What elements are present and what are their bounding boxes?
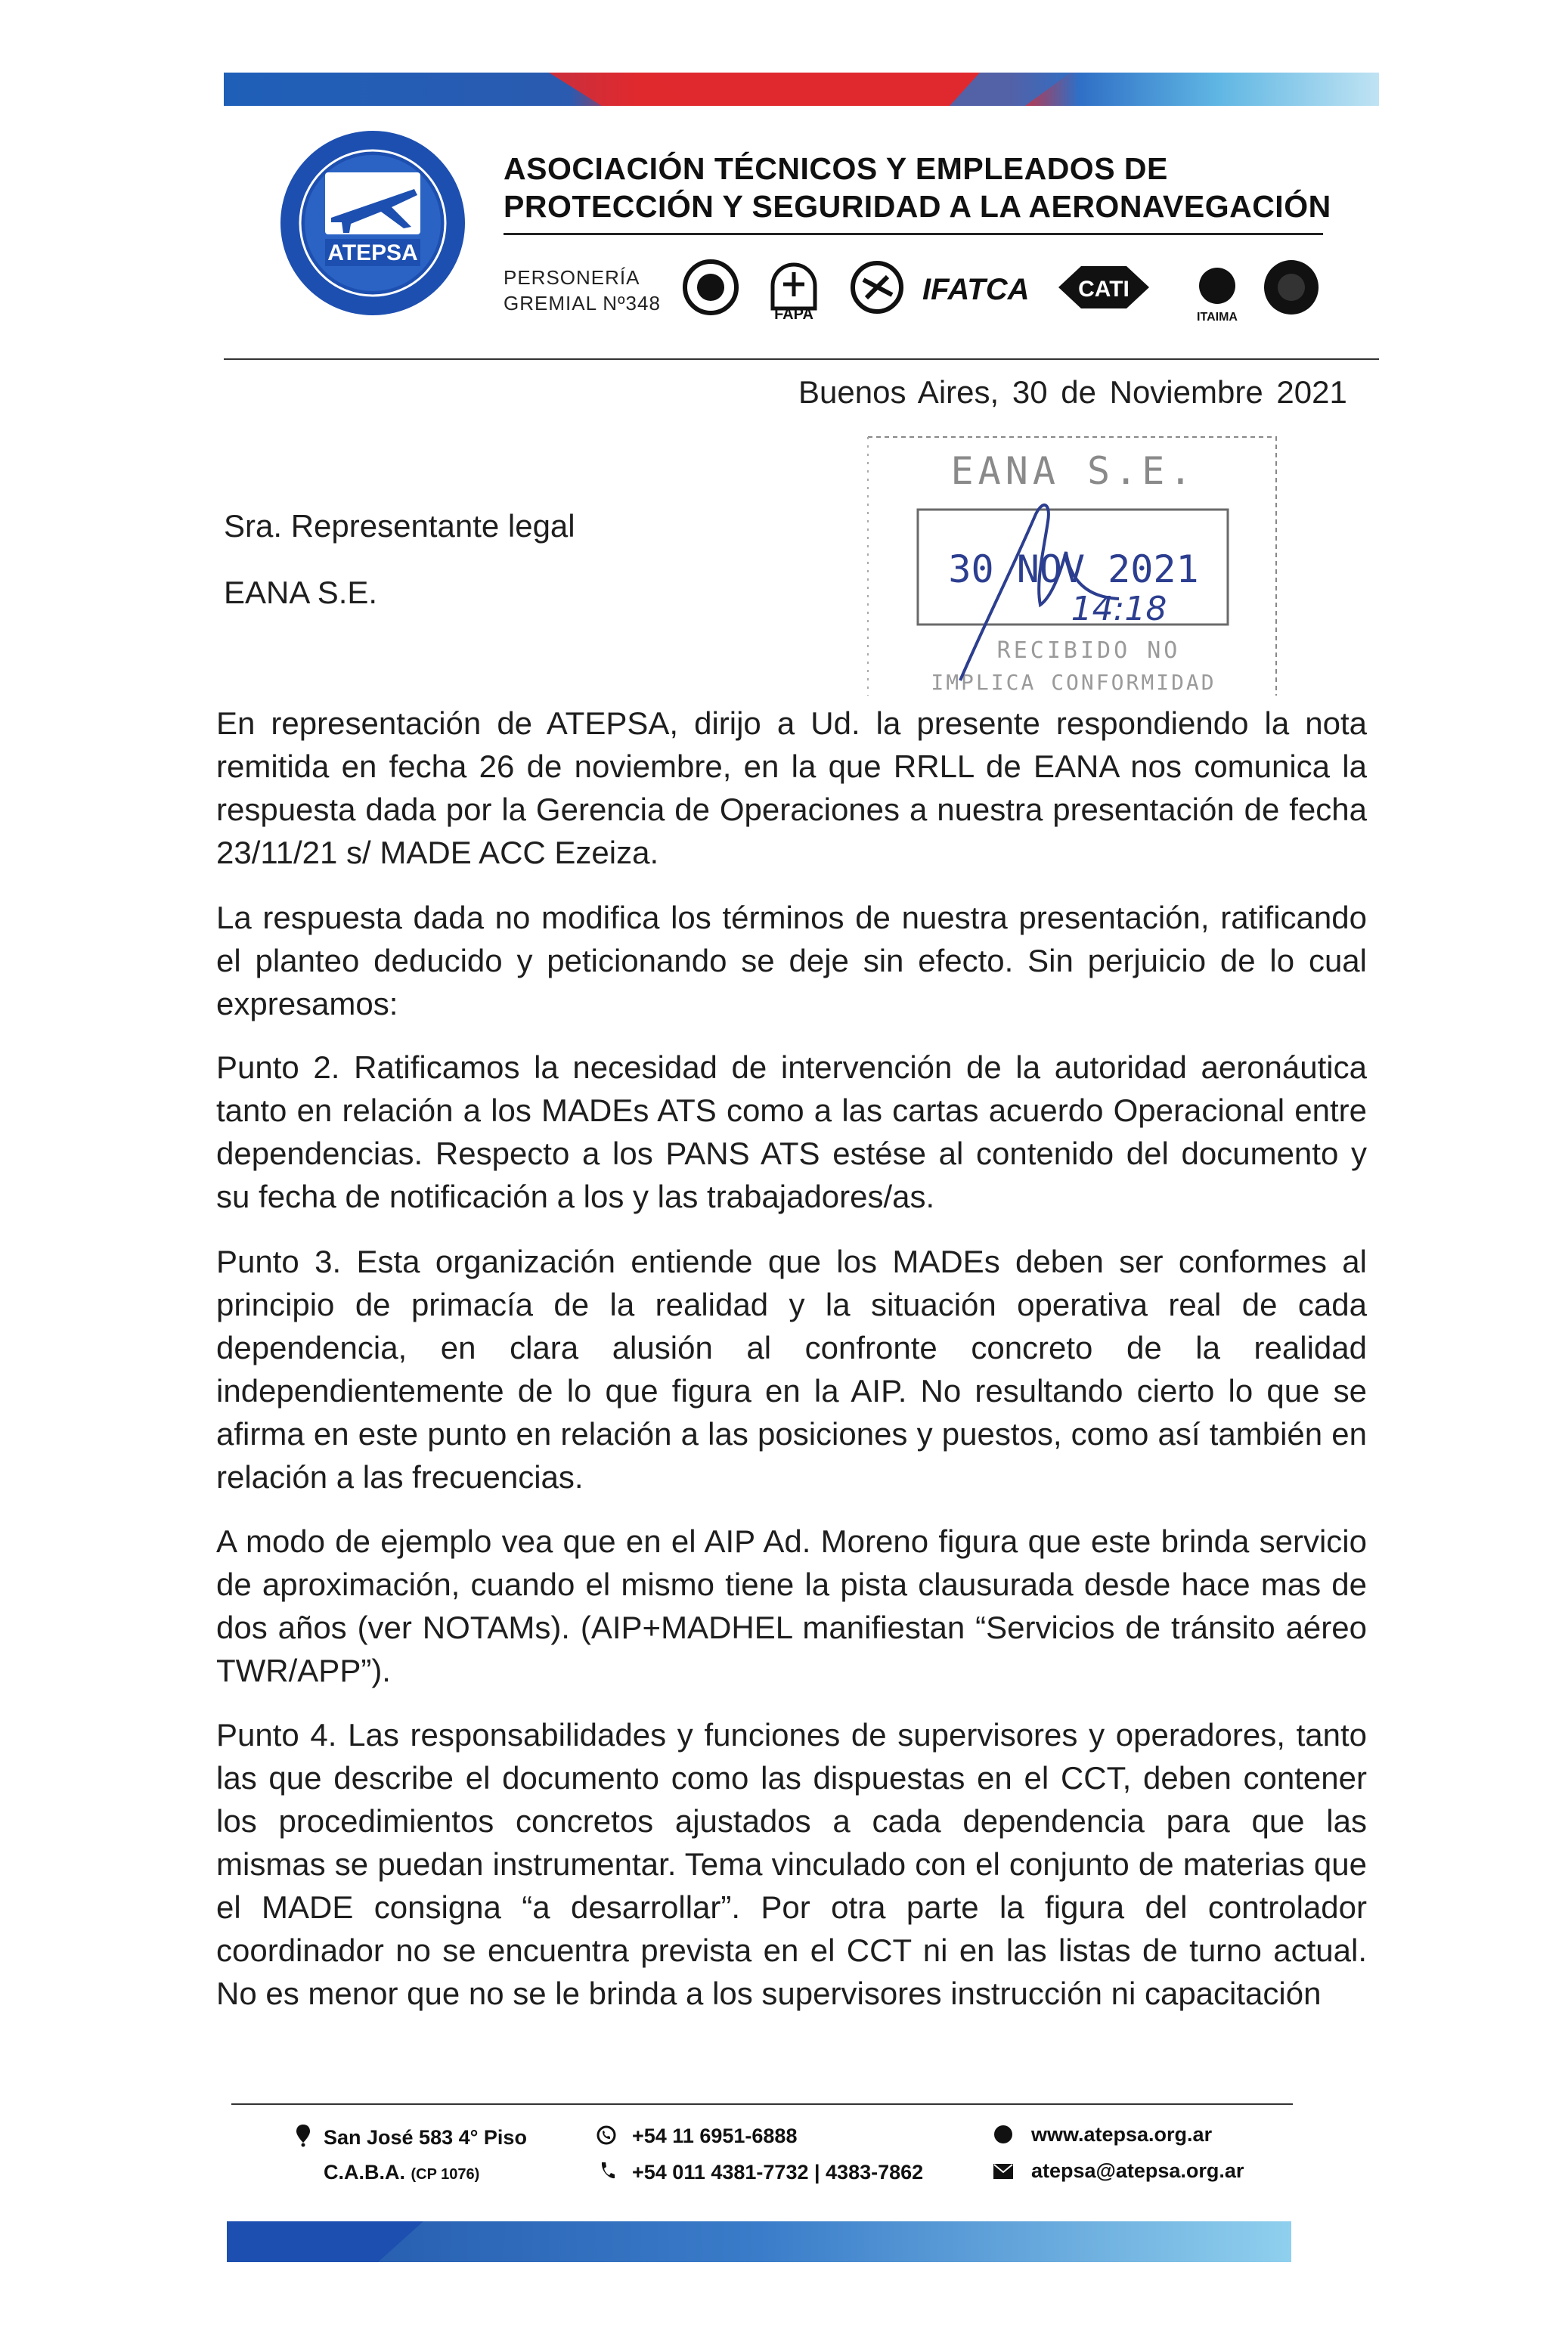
date-month: de Noviembre — [1061, 374, 1263, 410]
footer-website: www.atepsa.org.ar — [1031, 2123, 1213, 2146]
footer-whatsapp: +54 11 6951-6888 — [632, 2125, 798, 2147]
recipient-title: Sra. Representante legal — [224, 508, 575, 544]
itaima-logo-icon — [1197, 268, 1238, 324]
date-year: 2021 — [1276, 374, 1347, 410]
org-name-line2: PROTECCIÓN Y SEGURIDAD A LA AERONAVEGACIÓN — [504, 189, 1331, 224]
round-emblem-icon — [1264, 260, 1319, 315]
stamp-company: EANA S.E. — [950, 449, 1197, 493]
stamp-line1: RECIBIDO NO — [996, 637, 1181, 664]
body-paragraph-3: Punto 2. Ratificamos la necesidad de intervención de la autoridad aeronáutica tanto en relación a los MADEs ATS como a las cartas acuerdo Operacional entre dependencias. Respecto a los PANS ATS estése al contenido del documento y su fecha de notificación a los y las trabajadores/as. — [216, 1049, 1367, 1214]
footer-address-line2 — [324, 2161, 479, 2184]
header-bottom-divider — [224, 358, 1379, 360]
top-color-band — [224, 73, 1379, 106]
reception-stamp — [862, 431, 1285, 703]
body-paragraph-5: A modo de ejemplo vea que en el AIP Ad. Moreno figura que este brinda servicio de aproximación, cuando el mismo tiene la pista clausurada desde hace mas de dos años (ver NOTAMs). (AIP+MADHEL manifiestan “Servicios de tránsito aéreo TWR/APP”). — [216, 1523, 1367, 1688]
web-globe-icon — [993, 2125, 1013, 2144]
affiliation-logos — [673, 250, 1331, 325]
letter-date — [798, 374, 1347, 411]
whatsapp-icon — [596, 2125, 617, 2146]
org-name-line1: ASOCIACIÓN TÉCNICOS Y EMPLEADOS DE — [504, 151, 1168, 186]
footer-city: C.A.B.A. — [324, 2161, 405, 2184]
cati-logo-icon — [1058, 266, 1149, 308]
ifatca-label: IFATCA — [922, 273, 1030, 306]
email-envelope-icon — [993, 2164, 1013, 2179]
phone-icon — [599, 2161, 615, 2182]
logo-text: ATEPSA — [327, 240, 418, 265]
footer-divider — [231, 2103, 1293, 2105]
recipient-company: EANA S.E. — [224, 575, 378, 610]
fapa-logo-icon — [773, 265, 815, 323]
date-day: 30 — [1012, 374, 1048, 410]
date-city: Buenos Aires, — [798, 374, 999, 410]
body-paragraph-1: En representación de ATEPSA, dirijo a Ud. la presente respondiendo la nota remitida en fecha 26 de noviembre, en la que RRLL de EANA nos comunica la respuesta dada por la Gerencia de Operaciones a nuestra presentación de fecha 23/11/21 s/ MADE ACC Ezeiza. — [216, 705, 1367, 870]
body-paragraph-4: Punto 3. Esta organización entiende que los MADEs deben ser conformes al principio de primacía de la realidad y la situación operativa real de cada dependencia, en clara alusión al confronte concreto de la realidad independientemente de lo que figura en la AIP. No resultando cierto lo que se afirma en este punto en relación a las posiciones y puestos, como así también en relación a las frecuencias. — [216, 1244, 1367, 1495]
footer-email: atepsa@atepsa.org.ar — [1031, 2159, 1244, 2182]
globe-logo-icon — [853, 263, 901, 311]
stamp-line2: IMPLICA CONFORMIDAD — [931, 670, 1216, 695]
body-paragraph-6: Punto 4. Las responsabilidades y funciones de supervisores y operadores, tanto las que describe el documento como las dispuestas en el CCT, deben contener los procedimientos concretos ajustados a cada dependencia para que las mismas se puedan instrumentar. Tema vinculado con el conjunto de materias que el MADE consigna “a desarrollar”. Por otra parte la figura del controlador coordinador no se encuentra prevista en el CCT ni en las listas de turno actual. No es menor que no se le brinda a los supervisores instrucción ni capacitación — [216, 1717, 1367, 2011]
location-pin-icon — [296, 2125, 310, 2147]
personeria-line2: GREMIAL Nº348 — [504, 292, 661, 315]
itaima-label: ITAIMA — [1197, 311, 1238, 324]
personeria-gremial — [504, 265, 661, 316]
footer-phone: +54 011 4381-7732 | 4383-7862 — [632, 2161, 924, 2184]
cgt-logo-icon — [685, 262, 736, 313]
atepsa-logo — [278, 129, 467, 318]
stamp-date: 30 NOV 2021 — [948, 547, 1199, 591]
body-paragraph-2: La respuesta dada no modifica los términos de nuestra presentación, ratificando el planteo deducido y peticionando se deje sin efecto. Sin perjuicio de lo cual expresamos: — [216, 900, 1367, 1021]
stamp-time: 14:18 — [1071, 590, 1167, 628]
personeria-line1: PERSONERÍA — [504, 266, 640, 289]
cati-label: CATI — [1078, 277, 1130, 302]
bottom-color-band — [227, 2221, 1291, 2262]
footer-address-line1: San José 583 4° Piso — [324, 2126, 527, 2149]
footer-postal-code: (CP 1076) — [411, 2166, 480, 2183]
fapa-label: FAPA — [774, 306, 813, 323]
header-divider — [504, 233, 1323, 235]
